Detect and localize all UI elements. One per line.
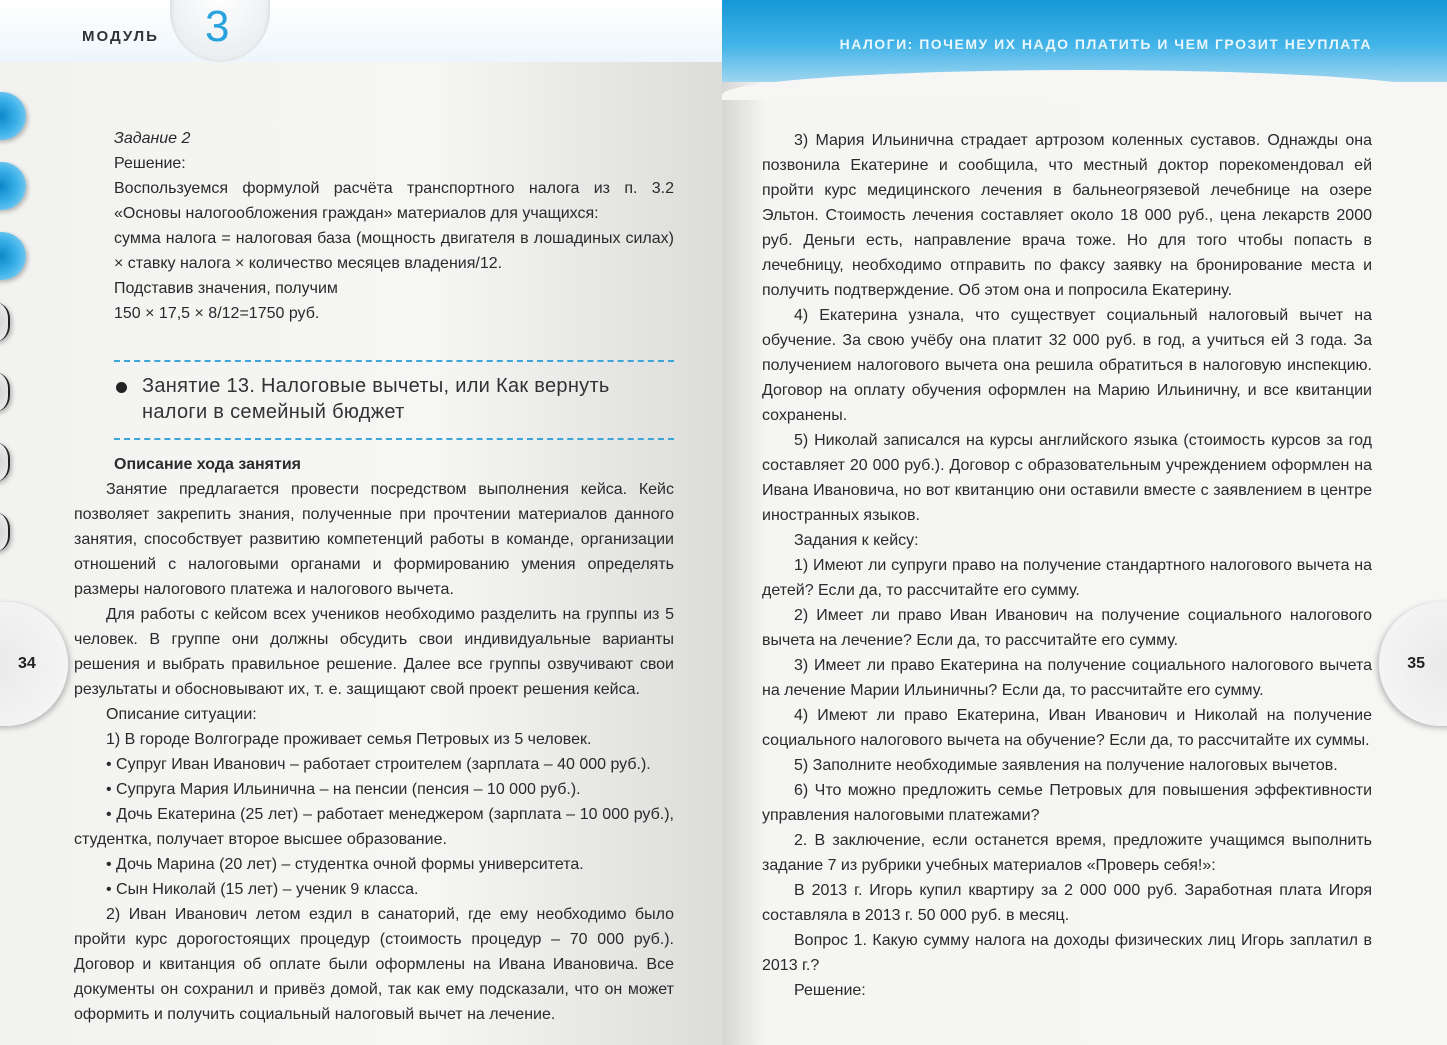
binding-hole — [0, 512, 10, 552]
situation-5: 5) Николай записался на курсы английского языка (стоимость курсов за год составляет 20 000 руб.). Договор с образовательным учреждением оформлен на Ивана Ивановича, но вот квитанцию они оставили вместе с заявлением в центре иностранных языков. — [762, 432, 1372, 524]
divider-top — [114, 360, 674, 362]
family-member: • Дочь Марина (20 лет) – студентка очной формы университета. — [106, 856, 584, 873]
section-heading: Описание хода занятия — [114, 456, 301, 473]
example-paragraph: В 2013 г. Игорь купил квартиру за 2 000 000 руб. Заработная плата Игоря составляла в 2013 г. 50 000 руб. в месяц. — [762, 882, 1372, 924]
case-task: 6) Что можно предложить семье Петровых для повышения эффективности управления налоговыми платежами? — [762, 782, 1372, 824]
right-page — [722, 0, 1447, 1045]
tasks-label: Задания к кейсу: — [794, 532, 919, 549]
case-task: 1) Имеют ли супруги право на получение стандартного налогового вычета на детей? Если да, то рассчитайте его сумму. — [762, 557, 1372, 599]
binding-hole — [0, 442, 10, 482]
left-page — [0, 0, 722, 1045]
situation-1: 1) В городе Волгограде проживает семья Петровых из 5 человек. — [106, 731, 592, 748]
solution-label: Решение: — [114, 155, 186, 172]
lesson-title: Занятие 13. Налоговые вычеты, или Как вернуть налоги в семейный бюджет — [142, 375, 610, 423]
page-number-left: 34 — [18, 655, 36, 672]
lesson-body — [74, 452, 674, 1027]
substitute-text: Подставив значения, получим — [114, 280, 338, 297]
family-member: • Дочь Екатерина (25 лет) – работает менеджером (зарплата – 10 000 руб.), студентка, получает второе высшее образование. — [74, 806, 674, 848]
binding-hole — [0, 92, 26, 140]
formula: сумма налога = налоговая база (мощность двигателя в лошадиных силах) × ставку налога × количество месяцев владения/12. — [114, 230, 674, 272]
case-task: 4) Имеют ли право Екатерина, Иван Иванович и Николай на получение социального налогового вычета на обучение? Если да, то рассчитайте их суммы. — [762, 707, 1372, 749]
right-body — [762, 128, 1372, 1003]
case-task: 3) Имеет ли право Екатерина на получение социального налогового вычета на лечение Марии Ильиничны? Если да, то рассчитайте его сумму. — [762, 657, 1372, 699]
formula-intro: Воспользуемся формулой расчёта транспортного налога из п. 3.2 «Основы налогообложения граждан» материалов для учащихся: — [114, 180, 674, 222]
binding-hole — [0, 302, 10, 342]
page-number-right: 35 — [1407, 655, 1425, 672]
paragraph-2: Для работы с кейсом всех учеников необходимо разделить на группы из 5 человек. В группе они должны обсудить свои индивидуальные варианты решения и выбрать правильное решение. Далее все группы озвучивают свои результаты и обосновывают их, т. е. защищают свой проект решения кейса. — [74, 606, 674, 698]
task-block — [114, 126, 674, 326]
solution-label-right: Решение: — [794, 982, 866, 999]
case-task: 2) Имеет ли право Иван Иванович на получение социального налогового вычета на лечение? Если да, то рассчитайте его сумму. — [762, 607, 1372, 649]
binding-hole — [0, 232, 26, 280]
family-member: • Супруга Мария Ильинична – на пенсии (пенсия – 10 000 руб.). — [106, 781, 581, 798]
right-header — [722, 0, 1447, 82]
binding-hole — [0, 162, 26, 210]
situation-label: Описание ситуации: — [106, 706, 257, 723]
situation-3: 3) Мария Ильинична страдает артрозом коленных суставов. Однажды она позвонила Екатерине и сообщила, что местный доктор порекомендовал ей пройти курс медицинского лечения в бальнеогрязевой лечебнице на озере Эльтон. Стоимость лечения составляет около 18 000 руб., цена лекарств 2000 руб. Деньги есть, направление врача тоже. Но для того чтобы попасть в лечебницу, необходимо отправить по факсу заявку на бронирование места и получить подтверждение. Об этом она и попросила Екатерину. — [762, 132, 1372, 299]
question-1: Вопрос 1. Какую сумму налога на доходы физических лиц Игорь заплатил в 2013 г.? — [762, 932, 1372, 974]
family-member: • Сын Николай (15 лет) – ученик 9 класса. — [106, 881, 419, 898]
situation-4: 4) Екатерина узнала, что существует социальный налоговый вычет на обучение. За свою учёбу она платит 32 000 руб. в год, а учиться ей 3 года. За получением налогового вычета она решила обратиться в налоговую инспекцию. Договор на оплату обучения оформлен на Марию Ильиничну, и все квитанции сохранены. — [762, 307, 1372, 424]
paragraph-1: Занятие предлагается провести посредством выполнения кейса. Кейс позволяет закрепить знания, полученные при прочтении материалов данного занятия, способствует развитию компетенций работы в команде, организации отношений с налоговыми органами и формированию умения определять размеры налогового платежа и налогового вычета. — [74, 481, 674, 598]
divider-bottom — [114, 438, 674, 440]
bullet-icon — [116, 382, 127, 393]
calculation: 150 × 17,5 × 8/12=1750 руб. — [114, 305, 320, 322]
family-member: • Супруг Иван Иванович – работает строителем (зарплата – 40 000 руб.). — [106, 756, 651, 773]
task-title: Задание 2 — [114, 130, 191, 147]
binding-hole — [0, 372, 10, 412]
module-label: МОДУЛЬ — [82, 28, 159, 45]
case-task: 5) Заполните необходимые заявления на получение налоговых вычетов. — [794, 757, 1338, 774]
conclusion-paragraph: 2. В заключение, если останется время, предложите учащимся выполнить задание 7 из рубрики учебных материалов «Проверь себя!»: — [762, 832, 1372, 874]
situation-2: 2) Иван Иванович летом ездил в санаторий, где ему необходимо было пройти курс дорогостоящих процедур (стоимость процедур – 70 000 руб.). Договор и квитанция об оплате были оформлены на Ивана Ивановича. Все документы он сохранил и привёз домой, так как ему подсказали, что он может оформить и получить социальный налоговый вычет на лечение. — [74, 906, 674, 1023]
module-number: 3 — [205, 2, 230, 51]
running-title: НАЛОГИ: ПОЧЕМУ ИХ НАДО ПЛАТИТЬ И ЧЕМ ГРОЗИТ НЕУПЛАТА — [839, 36, 1372, 52]
